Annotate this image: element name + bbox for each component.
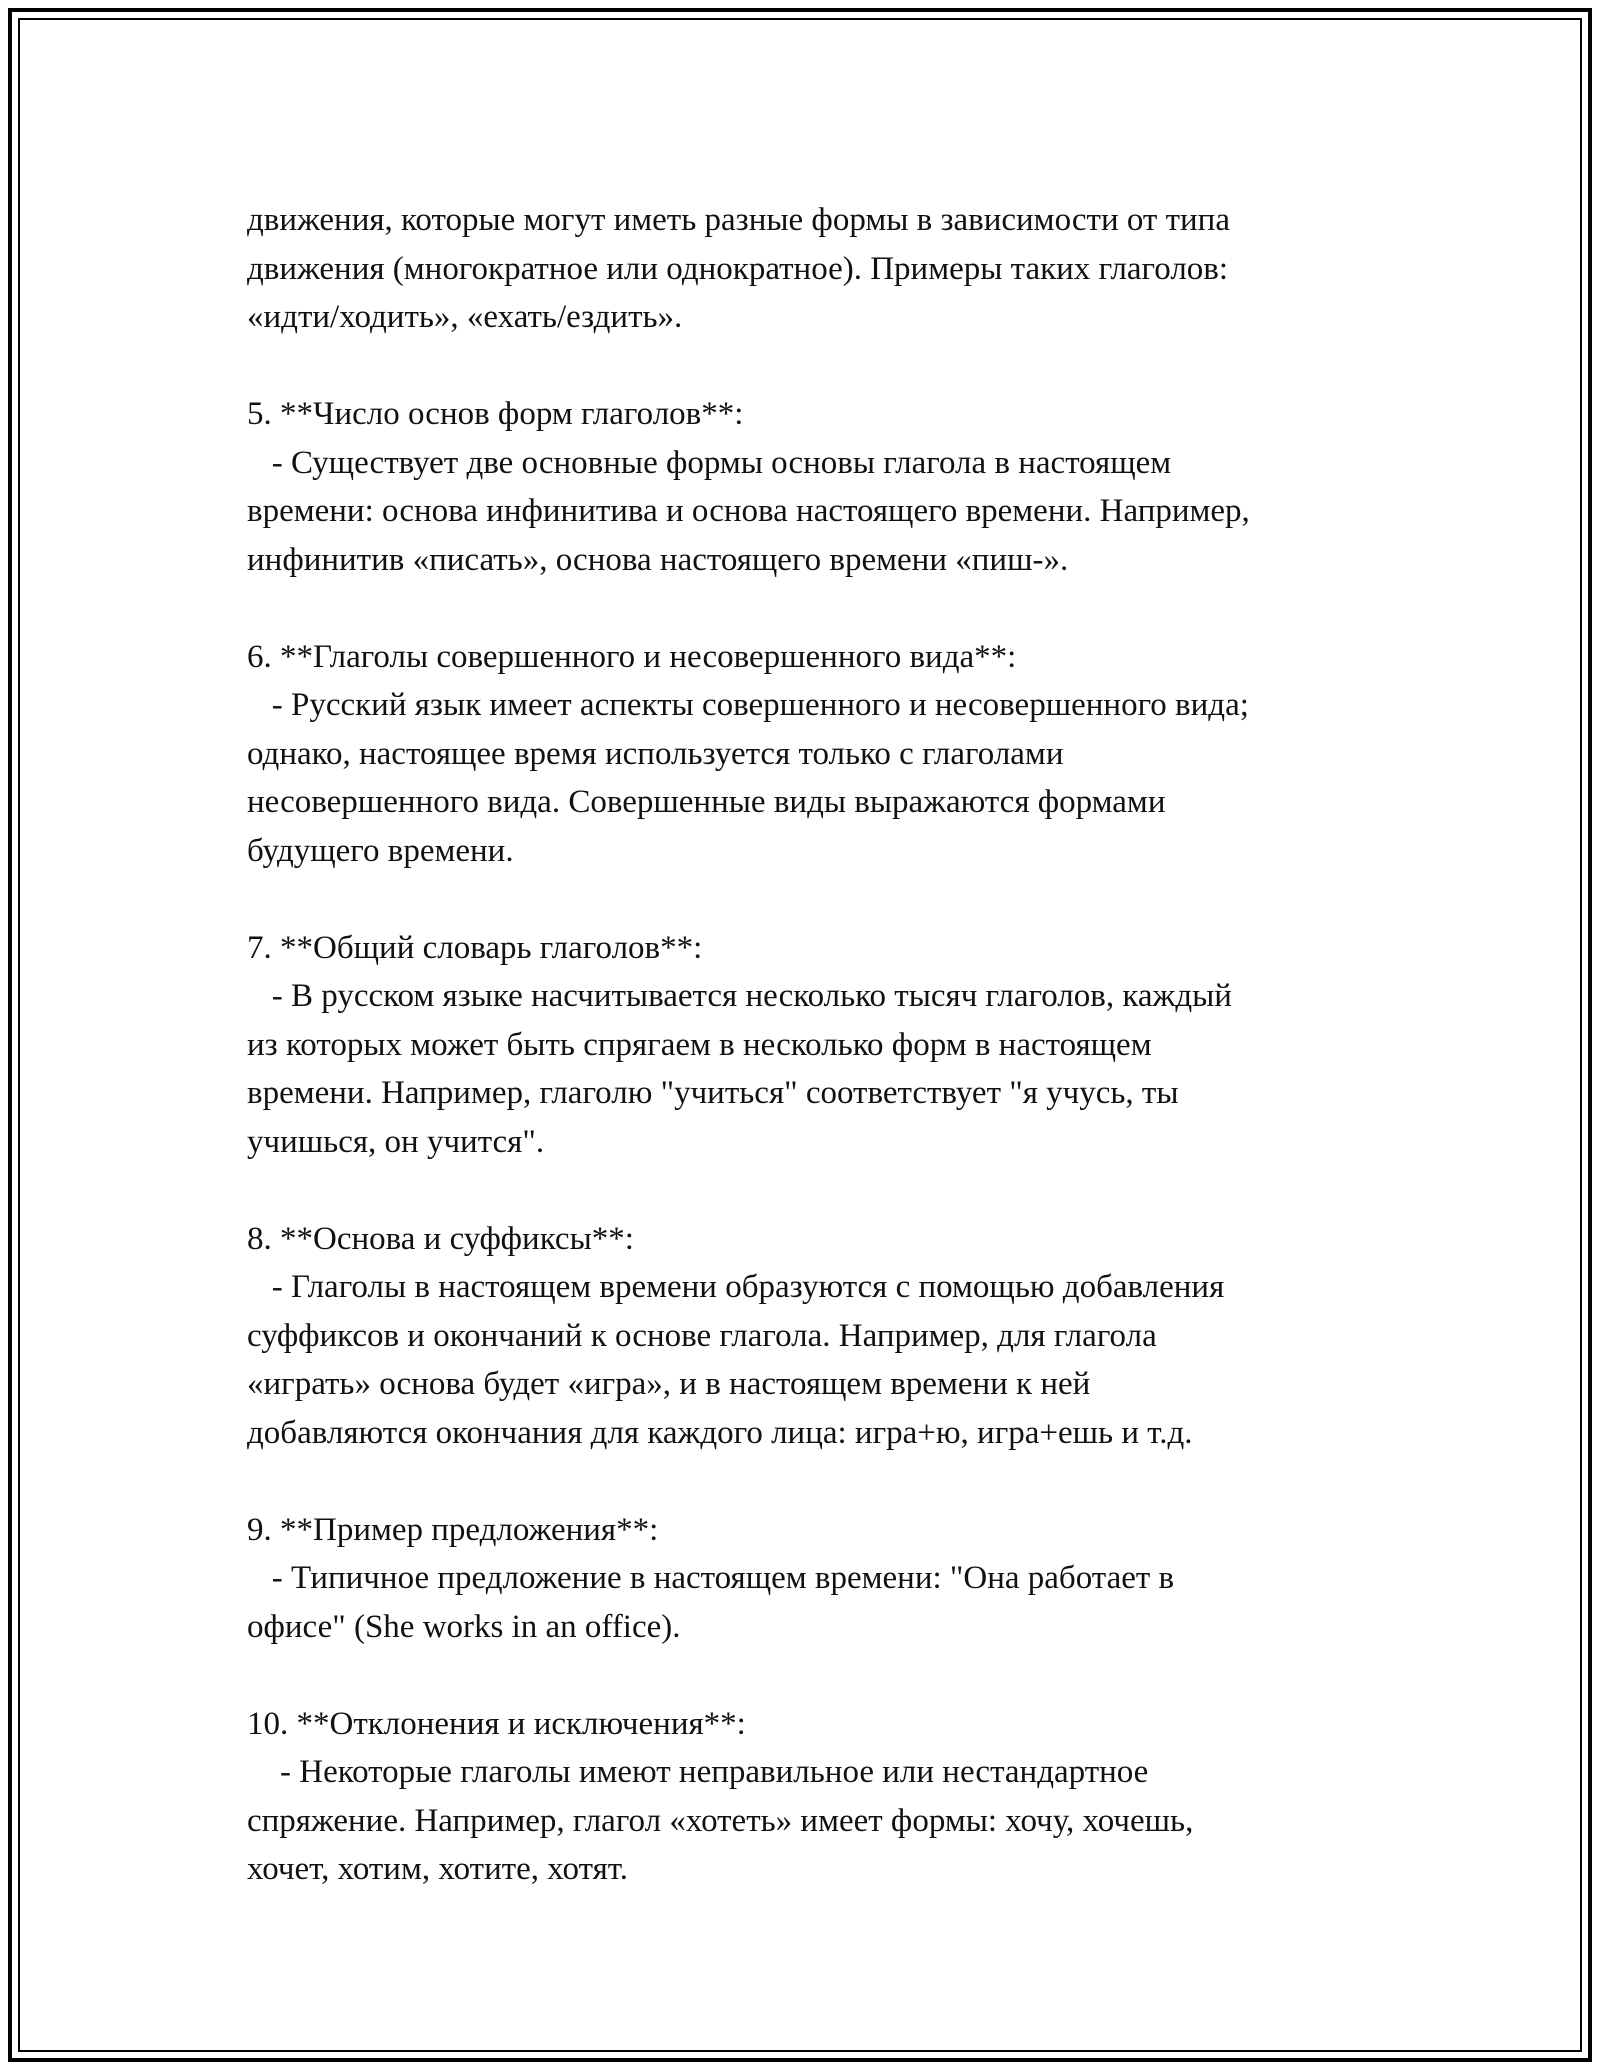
intro-paragraph: движения, которые могут иметь разные формы в зависимости от типа движения (многократное или однократное). Примеры таких глаголов: «идти/ходить», «ехать/ездить». bbox=[247, 202, 1230, 335]
document-body bbox=[247, 196, 1427, 1894]
list-item bbox=[247, 1506, 1427, 1652]
item-text: - Существует две основные формы основы глагола в настоящем времени: основа инфинитива и основа настоящего времени. Например, инфинитив «писать», основа настоящего времени «пиш-». bbox=[247, 444, 1250, 578]
paragraph-gap bbox=[247, 1457, 1427, 1506]
item-text: - Типичное предложение в настоящем времени: "Она работает в офисе" (She works in an office). bbox=[247, 1560, 1175, 1645]
item-heading: 10. **Отклонения и исключения**: bbox=[247, 1705, 746, 1742]
item-heading: 7. **Общий словарь глаголов**: bbox=[247, 929, 703, 966]
item-text: - Некоторые глаголы имеют неправильное или нестандартное спряжение. Например, глагол «хотеть» имеет формы: хочу, хочешь, хочет, хотим, хотите, хотят. bbox=[247, 1754, 1194, 1887]
item-heading: 5. **Число основ форм глаголов**: bbox=[247, 396, 744, 432]
list-item bbox=[247, 924, 1427, 1167]
list-item bbox=[247, 633, 1427, 876]
item-heading: 8. **Основа и суффиксы**: bbox=[247, 1220, 634, 1257]
paragraph-gap bbox=[247, 1651, 1427, 1700]
item-text: - В русском языке насчитывается несколько тысяч глаголов, каждый из которых может быть спрягаем в несколько форм в настоящем времени. Например, глаголю "учиться" соответствует "я учусь, ты учишься, он учится". bbox=[247, 978, 1232, 1160]
list-item bbox=[247, 390, 1427, 584]
paragraph-gap bbox=[247, 875, 1427, 924]
list-item bbox=[247, 1215, 1427, 1458]
paragraph-gap bbox=[247, 342, 1427, 391]
item-text: - Русский язык имеет аспекты совершенного и несовершенного вида; однако, настоящее время используется только с глаголами несовершенного вида. Совершенные виды выражаются формами будущего времени. bbox=[247, 687, 1249, 869]
item-text: - Глаголы в настоящем времени образуются с помощью добавления суффиксов и окончаний к основе глагола. Например, для глагола «играть» основа будет «игра», и в настоящем времени к ней добавляются окончания для каждого лица: игра+ю, игра+ешь и т.д. bbox=[247, 1269, 1225, 1451]
item-heading: 9. **Пример предложения**: bbox=[247, 1511, 659, 1548]
paragraph-gap bbox=[247, 584, 1427, 633]
item-heading: 6. **Глаголы совершенного и несовершенного вида**: bbox=[247, 638, 1017, 675]
paragraph-gap bbox=[247, 1166, 1427, 1215]
page-frame bbox=[8, 8, 1592, 2062]
list-item bbox=[247, 1700, 1427, 1894]
